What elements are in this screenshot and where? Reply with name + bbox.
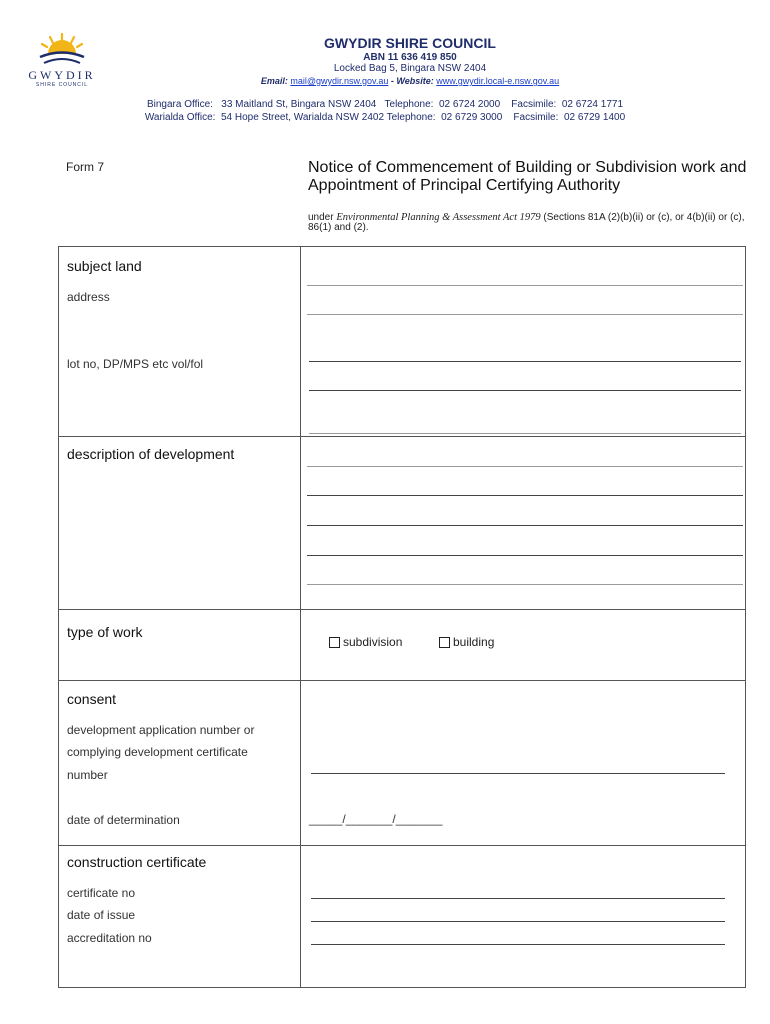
lot-line-2[interactable]: [309, 390, 741, 391]
description-line-4[interactable]: [307, 555, 743, 556]
description-line-5[interactable]: [307, 584, 743, 585]
date-of-determination-field[interactable]: _____/_______/_______: [309, 812, 443, 826]
certificate-no-line[interactable]: [311, 898, 725, 899]
lot-label: lot no, DP/MPS etc vol/fol: [67, 357, 204, 371]
description-line-1[interactable]: [307, 466, 743, 467]
building-checkbox[interactable]: [439, 637, 450, 648]
address-line-1[interactable]: [307, 285, 743, 286]
warialda-office: Warialda Office: 54 Hope Street, Warialda NSW 2402 Telephone: 02 6729 3000 Facsimile: 02 6729 1400: [144, 112, 626, 123]
date-of-determination-label: date of determination: [67, 813, 180, 827]
section-divider: [59, 436, 745, 437]
construction-certificate-heading: construction certificate: [67, 854, 207, 870]
date-of-issue-line[interactable]: [311, 921, 725, 922]
subject-land-heading: subject land: [67, 258, 142, 274]
logo-wordmark: GWYDIR: [28, 68, 96, 82]
consent-heading: consent: [67, 691, 117, 707]
council-logo: [22, 30, 102, 94]
email-link[interactable]: mail@gwydir.nsw.gov.au: [290, 76, 389, 86]
da-label-line-3: number: [67, 768, 108, 782]
subdivision-checkbox[interactable]: [329, 637, 340, 648]
abn-number: ABN 11 636 419 850: [363, 52, 457, 63]
description-heading: description of development: [67, 446, 235, 462]
lot-line-3[interactable]: [309, 433, 741, 434]
logo-subtitle: SHIRE COUNCIL: [35, 82, 89, 88]
address-label: address: [67, 290, 110, 304]
certificate-no-label: certificate no: [67, 886, 136, 900]
contact-line: [160, 76, 660, 86]
under-prefix: under: [308, 212, 337, 223]
website-label: - Website:: [388, 76, 434, 86]
section-divider: [59, 845, 745, 846]
description-line-2[interactable]: [307, 495, 743, 496]
accreditation-no-label: accreditation no: [67, 931, 152, 945]
date-of-issue-label: date of issue: [67, 908, 136, 922]
form-table: [58, 246, 746, 988]
type-of-work-heading: type of work: [67, 624, 143, 640]
building-label: building: [453, 635, 495, 649]
form-number: Form 7: [66, 160, 105, 174]
lot-line-1[interactable]: [309, 361, 741, 362]
act-name: Environmental Planning & Assessment Act 1979: [336, 212, 541, 223]
building-option[interactable]: [439, 635, 494, 649]
email-label: Email:: [260, 76, 288, 86]
sun-logo-icon: [22, 30, 102, 68]
website-link[interactable]: www.gwydir.local-e.nsw.gov.au: [436, 76, 560, 86]
council-name: GWYDIR SHIRE COUNCIL: [324, 35, 496, 51]
accreditation-no-line[interactable]: [311, 944, 725, 945]
column-divider: [300, 247, 301, 987]
subdivision-option[interactable]: [329, 635, 402, 649]
da-number-line[interactable]: [311, 773, 725, 774]
section-divider: [59, 609, 745, 610]
address-line-2[interactable]: [307, 314, 743, 315]
description-line-3[interactable]: [307, 525, 743, 526]
da-label-line-2: complying development certificate: [67, 745, 248, 759]
subdivision-label: subdivision: [343, 635, 403, 649]
form-title: Notice of Commencement of Building or Subdivision work and Appointment of Principal Certifying Authority: [308, 159, 747, 194]
postal-address: Locked Bag 5, Bingara NSW 2404: [333, 63, 487, 74]
section-reference: (Sections 81A (2)(b)(ii) or (c), or 4(b)(ii) or (c), 86(1) and (2).: [308, 212, 745, 233]
legislation-reference: [308, 213, 748, 233]
da-label-line-1: development application number or: [67, 723, 255, 737]
section-divider: [59, 680, 745, 681]
bingara-office: Bingara Office: 33 Maitland St, Bingara NSW 2404 Telephone: 02 6724 2000 Facsimile: 02 6724 1771: [146, 99, 624, 110]
